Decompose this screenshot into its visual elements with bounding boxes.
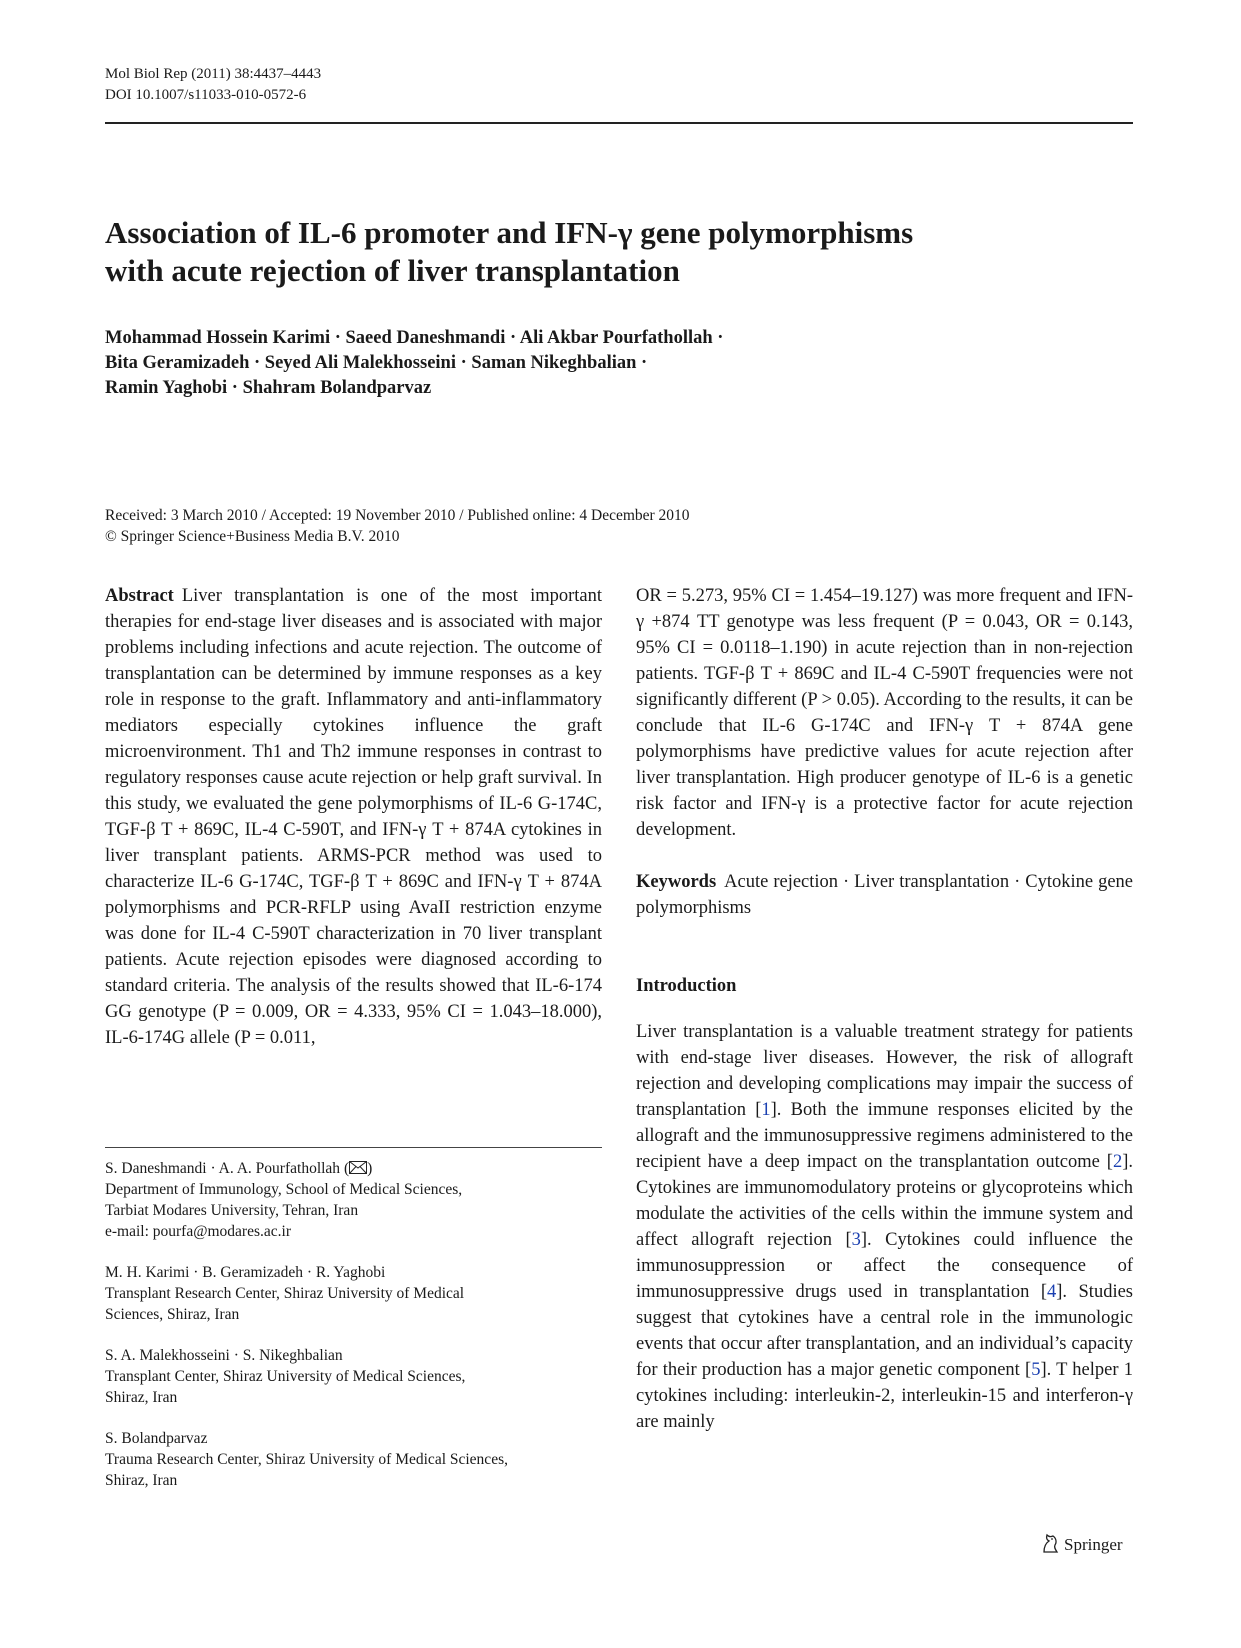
abstract-paragraph [105, 583, 602, 1051]
title-line-1: Association of IL-6 promoter and IFN-γ gene polymorphisms [105, 215, 914, 250]
publisher-name: Springer [1064, 1535, 1123, 1554]
affiliation-1 [105, 1158, 602, 1242]
affiliation-2 [105, 1262, 602, 1325]
abstract-text-left: Liver transplantation is one of the most important therapies for end-stage liver diseases and is associated with major problems including infections and acute rejection. The outcome of transplantation can be determined by immune responses as a key role in response to the graft. Inflammatory and anti-inflammatory mediators especially cytokines influence the graft microenvironment. Th1 and Th2 immune responses in contrast to regulatory responses cause acute rejection or help graft survival. In this study, we evaluated the gene polymorphisms of IL-6 G-174C, TGF-β T + 869C, IL-4 C-590T, and IFN-γ T + 874A cytokines in liver transplant patients. ARMS-PCR method was used to characterize IL-6 G-174C, TGF-β T + 869C and IFN-γ T + 874A polymorphisms and PCR-RFLP using AvaII restriction enzyme was done for IL-4 C-590T characterization in 70 liver transplant patients. Acute rejection episodes were diagnosed according to standard criteria. The analysis of the results showed that IL-6-174 GG genotype (P = 0.009, OR = 4.333, 95% CI = 1.043–18.000), IL-6-174G allele (P = 0.011, [105, 586, 602, 1048]
keywords-label: Keywords [636, 872, 717, 892]
authors-line-2: Bita Geramizadeh · Seyed Ali Malekhosseini · Saman Nikeghbalian · [105, 353, 648, 373]
affiliation-line: Department of Immunology, School of Medical Sciences, [105, 1181, 463, 1198]
intro-text-6: ]. T helper 1 cytokines including: interleukin-2, interleukin-15 and interferon-γ are mainly [636, 1360, 1133, 1432]
abstract-continuation: OR = 5.273, 95% CI = 1.454–19.127) was more frequent and IFN-γ +874 TT genotype was less frequent (P = 0.043, OR = 0.143, 95% CI = 0.0118–1.190) in acute rejection than in non-rejection patients. TGF-β T + 869C and IL-4 C-590T frequencies were not significantly different (P > 0.05). According to the results, it can be conclude that IL-6 G-174C and IFN-γ T + 874A gene polymorphisms have predictive values for acute rejection after liver transplantation. High producer genotype of IL-6 is a genetic risk factor and IFN-γ is a protective factor for acute rejection development. [636, 586, 1133, 840]
affiliation-line: Trauma Research Center, Shiraz University of Medical Sciences, [105, 1451, 508, 1468]
affiliation-3 [105, 1345, 602, 1408]
intro-text-1: Liver transplantation is a valuable treatment strategy for patients with end-stage liver diseases. However, the risk of allograft rejection and developing complications may impair the success of transplantation [ [636, 1022, 1133, 1120]
citation-link-4[interactable]: 4 [1046, 1282, 1057, 1302]
citation-link-5[interactable]: 5 [1031, 1360, 1041, 1380]
springer-horse-icon [1040, 1532, 1060, 1554]
keywords-paragraph [636, 869, 1133, 921]
left-column [105, 583, 602, 1051]
journal-citation: Mol Biol Rep (2011) 38:4437–4443 [105, 66, 322, 82]
article-title [105, 214, 1125, 290]
intro-text-5: ]. Studies suggest that cytokines have a central role in the immunologic events that occur after transplantation, and an individual’s capacity for their production has a major genetic component [ [636, 1282, 1133, 1380]
publisher-logo [1040, 1532, 1123, 1556]
title-line-2: with acute rejection of liver transplantation [105, 253, 680, 288]
author-list [105, 326, 1105, 401]
affiliation-line: Transplant Center, Shiraz University of Medical Sciences, [105, 1368, 466, 1385]
affiliation-names: S. Bolandparvaz [105, 1430, 208, 1447]
affiliation-line: Sciences, Shiraz, Iran [105, 1306, 240, 1323]
right-column [636, 583, 1133, 1435]
intro-text-3: ]. Cytokines are immunomodulatory proteins or glycoproteins which modulate the activities of the cells within the immune system and affect allograft rejection [ [636, 1152, 1133, 1250]
affiliation-email[interactable]: e-mail: pourfa@modares.ac.ir [105, 1223, 291, 1240]
affiliation-names: S. A. Malekhosseini · S. Nikeghbalian [105, 1347, 343, 1364]
affiliations [105, 1158, 602, 1511]
affiliation-names: M. H. Karimi · B. Geramizadeh · R. Yaghobi [105, 1264, 386, 1281]
citation-link-3[interactable]: 3 [851, 1230, 861, 1250]
affiliation-line: Shiraz, Iran [105, 1472, 178, 1489]
envelope-icon [349, 1161, 367, 1174]
authors-line-3: Ramin Yaghobi · Shahram Bolandparvaz [105, 378, 432, 398]
journal-header [105, 64, 321, 106]
affiliation-line: Shiraz, Iran [105, 1389, 178, 1406]
introduction-heading: Introduction [636, 976, 737, 996]
journal-doi: DOI 10.1007/s11033-010-0572-6 [105, 87, 307, 103]
affiliation-names: S. Daneshmandi · A. A. Pourfathollah ( ) [105, 1160, 373, 1177]
publication-dates [105, 505, 1105, 547]
header-rule [105, 122, 1133, 124]
received-dates: Received: 3 March 2010 / Accepted: 19 November 2010 / Published online: 4 December 2010 [105, 507, 690, 524]
authors-line-1: Mohammad Hossein Karimi · Saeed Daneshmandi · Ali Akbar Pourfathollah · [105, 328, 724, 348]
intro-text-4: ]. Cytokines could influence the immunosuppression or affect the consequence of immunosuppressive drugs used in transplantation [ [636, 1230, 1133, 1302]
affiliation-4 [105, 1428, 602, 1491]
citation-link-2[interactable]: 2 [1112, 1152, 1123, 1172]
intro-text-2: ]. Both the immune responses elicited by the allograft and the immunosuppressive regimens administered to the recipient have a deep impact on the transplantation outcome [ [636, 1100, 1133, 1172]
affiliation-names-text: S. Daneshmandi · A. A. Pourfathollah [105, 1160, 341, 1177]
affiliation-line: Tarbiat Modares University, Tehran, Iran [105, 1202, 359, 1219]
abstract-label: Abstract [105, 586, 174, 606]
footnote-rule [105, 1147, 602, 1148]
copyright-line: © Springer Science+Business Media B.V. 2010 [105, 528, 400, 545]
introduction-paragraph [636, 1019, 1133, 1435]
affiliation-line: Transplant Research Center, Shiraz University of Medical [105, 1285, 465, 1302]
keywords-text: Acute rejection · Liver transplantation · Cytokine gene polymorphisms [636, 872, 1133, 918]
citation-link-1[interactable]: 1 [761, 1100, 771, 1120]
